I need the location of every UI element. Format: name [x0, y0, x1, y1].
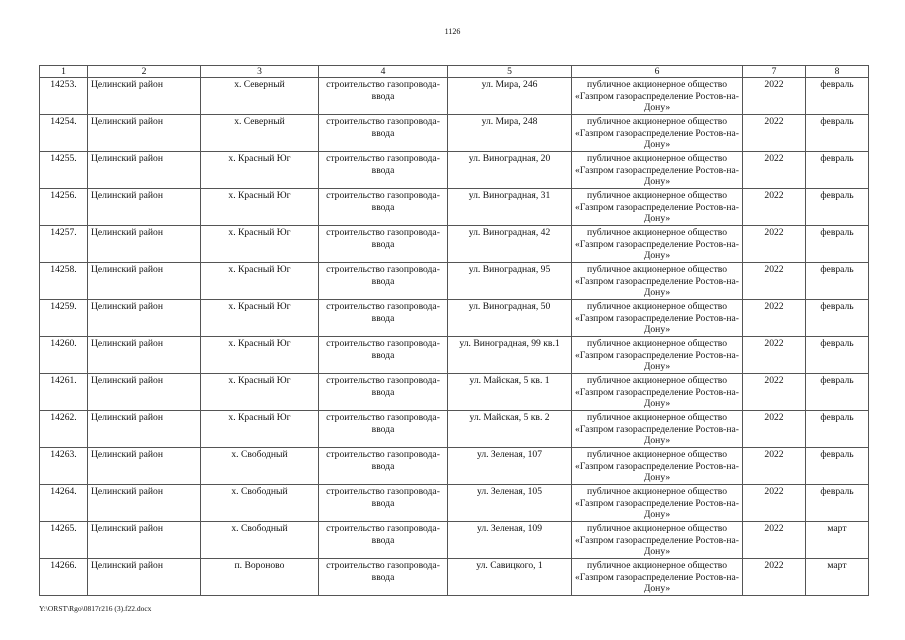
- table-row: [40, 189, 869, 226]
- table-row: [40, 263, 869, 300]
- table-row: [40, 522, 869, 559]
- column-header: 3: [201, 66, 319, 78]
- table-body: [40, 78, 869, 596]
- address-cell: ул. Виноградная, 99 кв.1: [448, 337, 572, 374]
- month-cell: февраль: [806, 411, 869, 448]
- district-cell: Целинский район: [88, 448, 201, 485]
- registry-table: [39, 65, 869, 596]
- year-cell: 2022: [743, 559, 806, 596]
- row-number-cell: 14255.: [40, 152, 88, 189]
- address-cell: ул. Виноградная, 31: [448, 189, 572, 226]
- table-row: [40, 78, 869, 115]
- work-type-cell: строительство газопровода-ввода: [319, 78, 448, 115]
- organization-cell: публичное акционерное общество «Газпром газораспределение Ростов-на-Дону»: [572, 559, 743, 596]
- district-cell: Целинский район: [88, 485, 201, 522]
- year-cell: 2022: [743, 448, 806, 485]
- row-number-cell: 14262.: [40, 411, 88, 448]
- district-cell: Целинский район: [88, 152, 201, 189]
- district-cell: Целинский район: [88, 78, 201, 115]
- locality-cell: х. Северный: [201, 115, 319, 152]
- year-cell: 2022: [743, 522, 806, 559]
- year-cell: 2022: [743, 300, 806, 337]
- month-cell: февраль: [806, 374, 869, 411]
- table-row: [40, 448, 869, 485]
- locality-cell: х. Красный Юг: [201, 337, 319, 374]
- column-header: 5: [448, 66, 572, 78]
- row-number-cell: 14263.: [40, 448, 88, 485]
- year-cell: 2022: [743, 485, 806, 522]
- organization-cell: публичное акционерное общество «Газпром газораспределение Ростов-на-Дону»: [572, 263, 743, 300]
- column-header: 2: [88, 66, 201, 78]
- locality-cell: х. Красный Юг: [201, 152, 319, 189]
- address-cell: ул. Мира, 248: [448, 115, 572, 152]
- column-header: 8: [806, 66, 869, 78]
- table-row: [40, 411, 869, 448]
- year-cell: 2022: [743, 226, 806, 263]
- month-cell: февраль: [806, 300, 869, 337]
- table-row: [40, 485, 869, 522]
- address-cell: ул. Зеленая, 105: [448, 485, 572, 522]
- district-cell: Целинский район: [88, 189, 201, 226]
- table-row: [40, 559, 869, 596]
- organization-cell: публичное акционерное общество «Газпром газораспределение Ростов-на-Дону»: [572, 152, 743, 189]
- district-cell: Целинский район: [88, 559, 201, 596]
- organization-cell: публичное акционерное общество «Газпром газораспределение Ростов-на-Дону»: [572, 189, 743, 226]
- district-cell: Целинский район: [88, 337, 201, 374]
- address-cell: ул. Мира, 246: [448, 78, 572, 115]
- work-type-cell: строительство газопровода-ввода: [319, 226, 448, 263]
- row-number-cell: 14257.: [40, 226, 88, 263]
- organization-cell: публичное акционерное общество «Газпром газораспределение Ростов-на-Дону»: [572, 226, 743, 263]
- organization-cell: публичное акционерное общество «Газпром газораспределение Ростов-на-Дону»: [572, 337, 743, 374]
- locality-cell: п. Вороново: [201, 559, 319, 596]
- footer-file-path: Y:\ORST\Rgo\0817r216 (3).f22.docx: [39, 604, 152, 613]
- locality-cell: х. Свободный: [201, 485, 319, 522]
- locality-cell: х. Северный: [201, 78, 319, 115]
- address-cell: ул. Зеленая, 107: [448, 448, 572, 485]
- row-number-cell: 14253.: [40, 78, 88, 115]
- district-cell: Целинский район: [88, 263, 201, 300]
- year-cell: 2022: [743, 263, 806, 300]
- district-cell: Целинский район: [88, 300, 201, 337]
- address-cell: ул. Виноградная, 42: [448, 226, 572, 263]
- organization-cell: публичное акционерное общество «Газпром газораспределение Ростов-на-Дону»: [572, 374, 743, 411]
- row-number-cell: 14266.: [40, 559, 88, 596]
- column-header: 4: [319, 66, 448, 78]
- locality-cell: х. Красный Юг: [201, 374, 319, 411]
- work-type-cell: строительство газопровода-ввода: [319, 152, 448, 189]
- month-cell: февраль: [806, 189, 869, 226]
- organization-cell: публичное акционерное общество «Газпром газораспределение Ростов-на-Дону»: [572, 522, 743, 559]
- organization-cell: публичное акционерное общество «Газпром газораспределение Ростов-на-Дону»: [572, 485, 743, 522]
- address-cell: ул. Виноградная, 20: [448, 152, 572, 189]
- month-cell: февраль: [806, 115, 869, 152]
- table-row: [40, 226, 869, 263]
- organization-cell: публичное акционерное общество «Газпром газораспределение Ростов-на-Дону»: [572, 115, 743, 152]
- year-cell: 2022: [743, 337, 806, 374]
- work-type-cell: строительство газопровода-ввода: [319, 522, 448, 559]
- district-cell: Целинский район: [88, 522, 201, 559]
- work-type-cell: строительство газопровода-ввода: [319, 189, 448, 226]
- column-header: 1: [40, 66, 88, 78]
- month-cell: февраль: [806, 337, 869, 374]
- month-cell: февраль: [806, 448, 869, 485]
- column-header: 6: [572, 66, 743, 78]
- work-type-cell: строительство газопровода-ввода: [319, 485, 448, 522]
- row-number-cell: 14260.: [40, 337, 88, 374]
- address-cell: ул. Виноградная, 95: [448, 263, 572, 300]
- page-number: 1126: [444, 27, 461, 36]
- locality-cell: х. Свободный: [201, 522, 319, 559]
- table-row: [40, 152, 869, 189]
- table-row: [40, 337, 869, 374]
- table-row: [40, 300, 869, 337]
- work-type-cell: строительство газопровода-ввода: [319, 559, 448, 596]
- work-type-cell: строительство газопровода-ввода: [319, 115, 448, 152]
- locality-cell: х. Красный Юг: [201, 189, 319, 226]
- month-cell: февраль: [806, 485, 869, 522]
- column-number-row: [40, 66, 869, 78]
- row-number-cell: 14256.: [40, 189, 88, 226]
- month-cell: февраль: [806, 226, 869, 263]
- year-cell: 2022: [743, 78, 806, 115]
- year-cell: 2022: [743, 411, 806, 448]
- locality-cell: х. Свободный: [201, 448, 319, 485]
- address-cell: ул. Виноградная, 50: [448, 300, 572, 337]
- address-cell: ул. Савицкого, 1: [448, 559, 572, 596]
- month-cell: март: [806, 522, 869, 559]
- month-cell: февраль: [806, 152, 869, 189]
- year-cell: 2022: [743, 115, 806, 152]
- district-cell: Целинский район: [88, 411, 201, 448]
- year-cell: 2022: [743, 374, 806, 411]
- year-cell: 2022: [743, 189, 806, 226]
- month-cell: февраль: [806, 78, 869, 115]
- organization-cell: публичное акционерное общество «Газпром газораспределение Ростов-на-Дону»: [572, 300, 743, 337]
- address-cell: ул. Зеленая, 109: [448, 522, 572, 559]
- organization-cell: публичное акционерное общество «Газпром газораспределение Ростов-на-Дону»: [572, 411, 743, 448]
- table-row: [40, 374, 869, 411]
- address-cell: ул. Майская, 5 кв. 1: [448, 374, 572, 411]
- month-cell: март: [806, 559, 869, 596]
- table-row: [40, 115, 869, 152]
- work-type-cell: строительство газопровода-ввода: [319, 337, 448, 374]
- work-type-cell: строительство газопровода-ввода: [319, 300, 448, 337]
- row-number-cell: 14264.: [40, 485, 88, 522]
- work-type-cell: строительство газопровода-ввода: [319, 448, 448, 485]
- year-cell: 2022: [743, 152, 806, 189]
- locality-cell: х. Красный Юг: [201, 300, 319, 337]
- row-number-cell: 14258.: [40, 263, 88, 300]
- column-header: 7: [743, 66, 806, 78]
- organization-cell: публичное акционерное общество «Газпром газораспределение Ростов-на-Дону»: [572, 78, 743, 115]
- locality-cell: х. Красный Юг: [201, 411, 319, 448]
- district-cell: Целинский район: [88, 374, 201, 411]
- row-number-cell: 14254.: [40, 115, 88, 152]
- work-type-cell: строительство газопровода-ввода: [319, 411, 448, 448]
- organization-cell: публичное акционерное общество «Газпром газораспределение Ростов-на-Дону»: [572, 448, 743, 485]
- locality-cell: х. Красный Юг: [201, 263, 319, 300]
- work-type-cell: строительство газопровода-ввода: [319, 263, 448, 300]
- month-cell: февраль: [806, 263, 869, 300]
- row-number-cell: 14259.: [40, 300, 88, 337]
- row-number-cell: 14265.: [40, 522, 88, 559]
- work-type-cell: строительство газопровода-ввода: [319, 374, 448, 411]
- district-cell: Целинский район: [88, 115, 201, 152]
- row-number-cell: 14261.: [40, 374, 88, 411]
- address-cell: ул. Майская, 5 кв. 2: [448, 411, 572, 448]
- locality-cell: х. Красный Юг: [201, 226, 319, 263]
- district-cell: Целинский район: [88, 226, 201, 263]
